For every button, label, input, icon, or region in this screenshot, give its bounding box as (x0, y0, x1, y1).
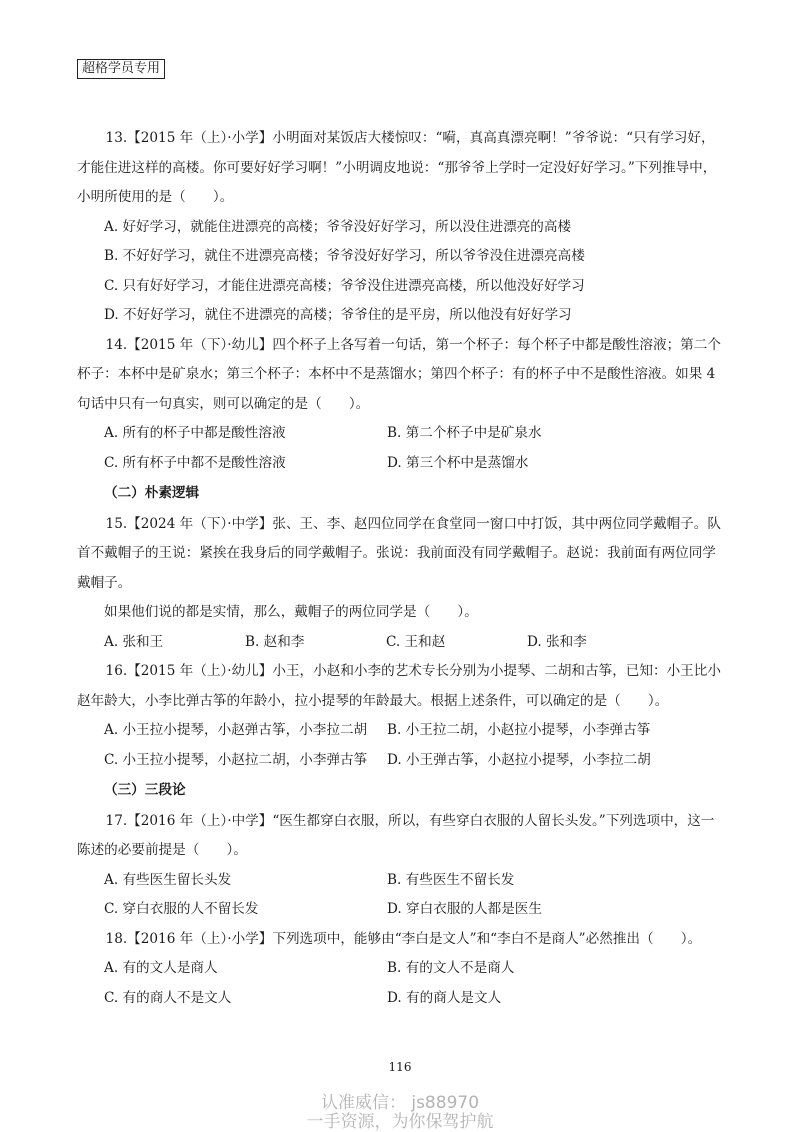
question-14-stem: 14.【2015 年（下）·幼儿】四个杯子上各写着一句话，第一个杯子：每个杯子中都是酸性溶液；第二个杯子：本杯中是矿泉水；第三个杯子：本杯中不是蒸馏水；第四个杯子：有的杯子中不是酸性溶液。如果 4 句话中只有一句真实，则可以确定的是（ ）。 (77, 336, 721, 412)
watermark-line-2: 一手资源，为你保驾护航 (306, 1112, 494, 1132)
question-18-options (77, 954, 723, 1013)
option-d: D. 第三个杯中是蒸馏水 (387, 454, 529, 471)
question-13-stem: 13.【2015 年（上）·小学】小明面对某饭店大楼惊叹：“嗬，真高真漂亮啊！”爷爷说：“只有学习好，才能住进这样的高楼。你可要好好学习啊！”小明调皮地说：“那爷爷上学时一定没好好学习。”下列推导中，小明所使用的是（ ）。 (77, 130, 717, 205)
option-d: D. 不好好学习，就住不进漂亮的高楼；爷爷住的是平房，所以他没有好好学习 (104, 307, 572, 323)
option-d: D. 小王弹古筝，小赵拉小提琴，小李拉二胡 (387, 751, 651, 768)
section-heading-naive-logic: （二）朴素逻辑 (104, 485, 200, 501)
page-number: 116 (388, 1060, 412, 1074)
option-c: C. 只有好好学习，才能住进漂亮高楼；爷爷没住进漂亮高楼，所以他没好好学习 (104, 277, 585, 294)
question-13-options (77, 213, 723, 331)
question-15-followup: 如果他们说的都是实情，那么，戴帽子的两位同学是（ ）。 (104, 604, 478, 620)
option-b: B. 第二个杯子中是矿泉水 (387, 425, 542, 441)
option-a: A. 有的文人是商人 (104, 960, 218, 976)
section-heading-syllogism: （三）三段论 (104, 782, 186, 798)
option-a: A. 张和王 (104, 633, 164, 650)
question-16-options (77, 716, 723, 775)
option-c: C. 王和赵 (386, 633, 446, 650)
option-a: A. 好好学习，就能住进漂亮的高楼；爷爷没好好学习，所以没住进漂亮的高楼 (104, 218, 572, 235)
option-c: C. 所有杯子中都不是酸性溶液 (104, 454, 286, 471)
question-content (77, 124, 723, 1013)
option-b: B. 有的文人不是商人 (387, 960, 515, 976)
question-17-options (77, 866, 723, 925)
question-15-options (77, 628, 723, 658)
option-a: A. 所有的杯子中都是酸性溶液 (104, 425, 286, 441)
option-b: B. 有些医生不留长发 (387, 871, 515, 888)
option-a: A. 小王拉小提琴，小赵弹古筝，小李拉二胡 (104, 722, 368, 738)
question-18-stem: 18.【2016 年（上）·小学】下列选项中，能够由“李白是文人”和“李白不是商人”必然推出（ ）。 (105, 930, 702, 947)
option-a: A. 有些医生留长头发 (104, 871, 232, 888)
option-d: D. 有的商人是文人 (387, 989, 502, 1006)
student-only-badge: 超格学员专用 (77, 59, 165, 79)
option-d: D. 穿白衣服的人都是医生 (387, 901, 542, 917)
question-17-stem: 17.【2016 年（上）·中学】“医生都穿白衣服，所以，有些穿白衣服的人留长头发。”下列选项中，这一陈述的必要前提是（ ）。 (77, 812, 715, 858)
option-b: B. 小王拉二胡，小赵拉小提琴，小李弹古筝 (387, 722, 651, 738)
option-d: D. 张和李 (527, 633, 587, 650)
option-c: C. 穿白衣服的人不留长发 (104, 901, 259, 917)
question-14-options (77, 419, 723, 478)
watermark-line-1: 认准威信： js88970 (320, 1093, 480, 1113)
option-c: C. 有的商人不是文人 (104, 989, 232, 1006)
option-c: C. 小王拉小提琴，小赵拉二胡，小李弹古筝 (104, 751, 368, 768)
question-15-stem: 15.【2024 年（下）·中学】张、王、李、赵四位同学在食堂同一窗口中打饭，其中两位同学戴帽子。队首不戴帽子的王说：紧挨在我身后的同学戴帽子。张说：我前面没有同学戴帽子。赵说：我前面有两位同学戴帽子。 (77, 515, 721, 591)
option-b: B. 赵和李 (245, 633, 305, 650)
option-b: B. 不好好学习，就住不进漂亮高楼；爷爷没好好学习，所以爷爷没住进漂亮高楼 (104, 248, 585, 264)
question-16-stem: 16.【2015 年（上）·幼儿】小王，小赵和小李的艺术专长分别为小提琴、二胡和古筝，已知：小王比小赵年龄大，小李比弹古筝的年龄小，拉小提琴的年龄最大。根据上述条件，可以确定的是（ ）。 (77, 663, 721, 709)
